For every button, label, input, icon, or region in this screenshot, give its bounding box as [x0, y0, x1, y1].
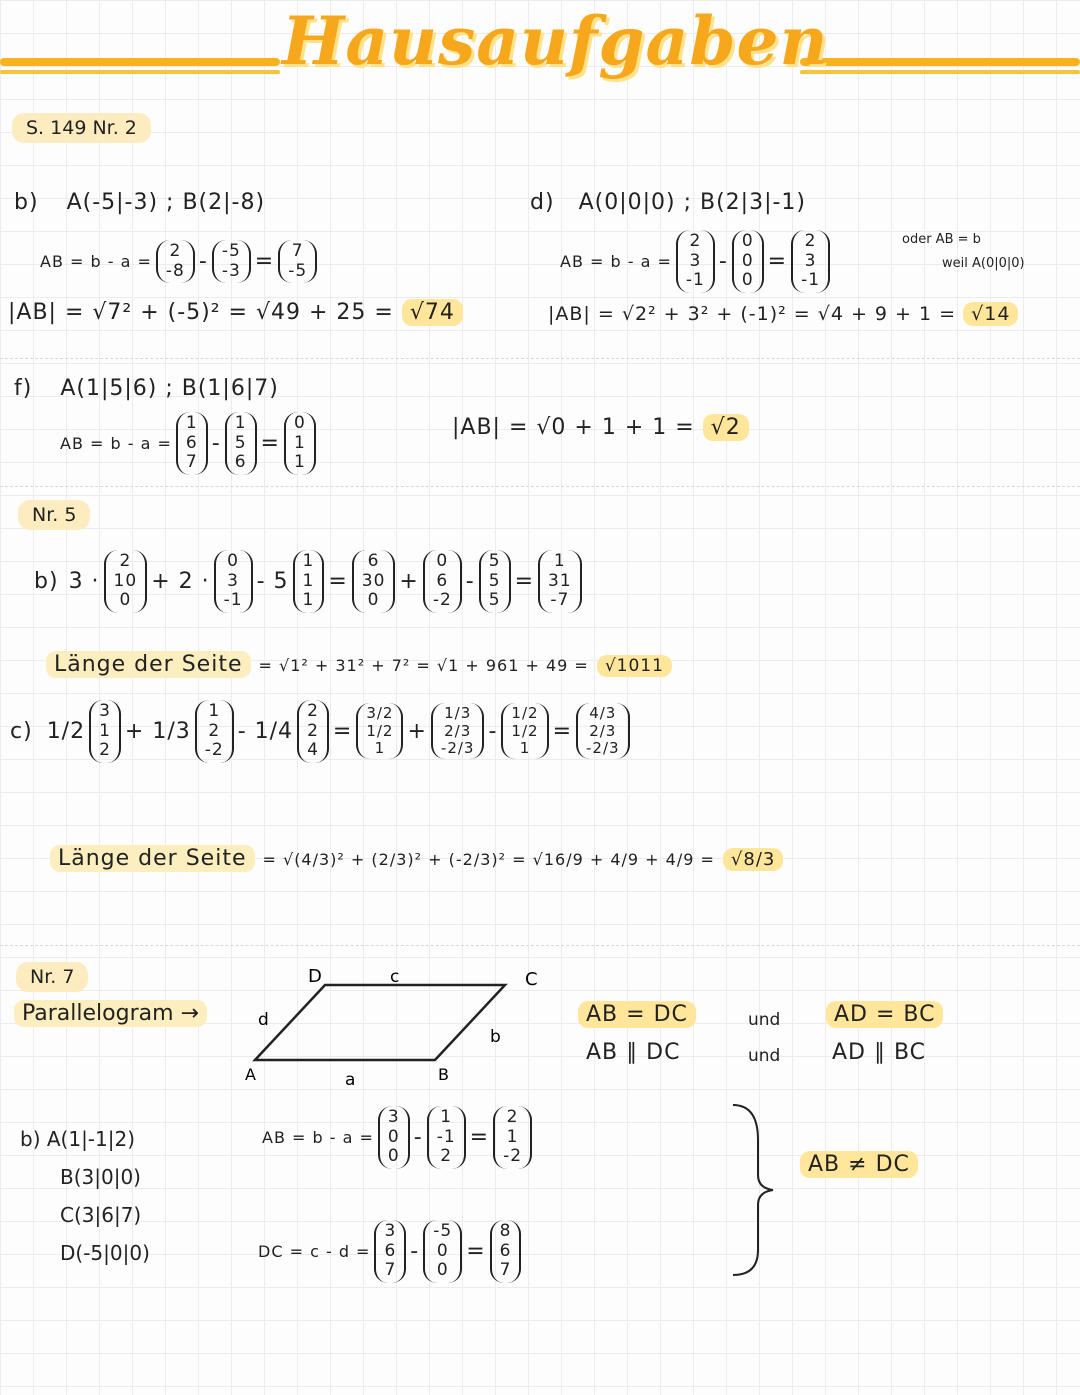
d-ab-line: AB = b - a = 2 3 -1 - 0 0 0 = 2 3 -1: [560, 230, 834, 293]
f-vector-a: 1 5 6: [225, 412, 257, 475]
d-vector-result: 2 3 -1: [791, 230, 830, 293]
nr5-c-length-formula: = √(4/3)² + (2/3)² + (-2/3)² = √16/9 + 4/9 + 4/9 =: [262, 850, 715, 869]
parallelogram-shape: [255, 985, 505, 1060]
nr7-ab-result: 2 1 -2: [493, 1106, 532, 1169]
b-points: A(-5|-3) ; B(2|-8): [66, 190, 266, 215]
b-length-formula: |AB| = √7² + (-5)² = √49 + 25 =: [8, 300, 394, 325]
nr7-und-1: und: [748, 1010, 781, 1030]
nr5-c-coef-3: - 1/4: [237, 718, 294, 744]
d-length: [548, 303, 1018, 325]
nr7-dc-vector-d: -5 0 0: [423, 1220, 462, 1283]
d-vector-b: 2 3 -1: [676, 230, 715, 293]
curly-brace: [728, 1100, 778, 1280]
nr5-tag: Nr. 5: [18, 500, 90, 530]
f-points: A(1|5|6) ; B(1|6|7): [60, 376, 279, 401]
nr5-b-coef-1: 3 ·: [68, 568, 100, 594]
nr7-dc-def: DC = c - d =: [258, 1241, 371, 1261]
divider: [0, 486, 1080, 488]
nr5-c-coef-2: + 1/3: [124, 718, 191, 744]
nr5-c-result-vector: 4/3 2/3 -2/3: [576, 703, 630, 759]
f-vector-b: 1 6 7: [176, 412, 208, 475]
page-title: Hausaufgaben: [282, 2, 829, 80]
nr5-b-result-vector: 1 31 -7: [538, 550, 582, 613]
f-vector-result: 0 1 1: [284, 412, 316, 475]
b-label: b): [14, 190, 39, 215]
nr5-c-coef-1: 1/2: [46, 718, 86, 744]
nr7-dc-result: 8 6 7: [490, 1220, 522, 1283]
b-ab-line: AB = b - a = 2 -8 - -5 -3 = 7 -5: [40, 240, 321, 283]
f-result: √2: [703, 414, 749, 441]
nr5-b-vector-1: 2 10 0: [104, 550, 148, 613]
d-note-1: oder AB = b: [902, 232, 981, 247]
nr7-cond-3: AD = BC: [826, 1002, 943, 1027]
section-tag: S. 149 Nr. 2: [12, 113, 151, 143]
parallelogram-diagram: [240, 960, 560, 1090]
b-vector-a: -5 -3: [212, 240, 251, 283]
point-A: A(1|-1|2): [46, 1127, 136, 1151]
nr5-c-vector-3: 2 2 4: [297, 700, 329, 763]
vertex-A: A: [245, 1065, 256, 1084]
nr5-b-coef-3: - 5: [256, 568, 289, 594]
nr7-cond-1: AB = DC: [578, 1002, 696, 1027]
nr5-b-length: [46, 652, 672, 677]
divider: [0, 945, 1080, 947]
title-underline-left: [0, 58, 280, 66]
nr7-ab-vector-b: 3 0 0: [378, 1106, 410, 1169]
nr7-parallelogram-label: Parallelogram →: [14, 1000, 207, 1027]
divider: [0, 358, 1080, 360]
nr5-b-vector-3: 1 1 1: [293, 550, 325, 613]
d-points: A(0|0|0) ; B(2|3|-1): [578, 190, 807, 215]
nr5-b-label: b): [34, 568, 59, 594]
nr5-c-step-3: 1/2 1/2 1: [501, 703, 548, 759]
point-B: B(3|0|0): [60, 1165, 141, 1189]
d-note-2: weil A(0|0|0): [942, 256, 1025, 271]
f-label: f): [14, 376, 33, 401]
nr5-c-side-label: Länge der Seite: [50, 845, 255, 872]
nr7-und-2: und: [748, 1046, 781, 1066]
vertex-C: C: [525, 969, 538, 990]
b-length: [8, 300, 463, 325]
b-vector-b: 2 -8: [156, 240, 195, 283]
nr5-b-length-formula: = √1² + 31² + 7² = √1 + 961 + 49 =: [258, 656, 589, 675]
b-vector-result: 7 -5: [278, 240, 317, 283]
nr7-ab-def: AB = b - a =: [262, 1127, 374, 1147]
title-underline-right: [800, 58, 1080, 66]
nr7-dc-vector-c: 3 6 7: [374, 1220, 406, 1283]
f-header: [14, 376, 279, 401]
f-length-formula: |AB| = √0 + 1 + 1 =: [452, 415, 695, 440]
nr5-b-step-1: 6 30 0: [352, 550, 396, 613]
b-ab-def: AB = b - a =: [40, 252, 152, 272]
nr5-c-step-1: 3/2 1/2 1: [356, 703, 403, 759]
side-c: c: [390, 967, 400, 987]
d-ab-def: AB = b - a =: [560, 251, 672, 271]
d-vector-a: 0 0 0: [732, 230, 764, 293]
title-underline-right-thin: [800, 70, 1080, 74]
nr5-b-step-3: 5 5 5: [479, 550, 511, 613]
vertex-D: D: [308, 966, 322, 987]
side-b: b: [490, 1027, 501, 1047]
d-label: d): [530, 190, 555, 215]
nr5-c-length: [50, 846, 783, 871]
nr5-c-line: c) 1/2 3 1 2 + 1/3 1 2 -2 - 1/4 2 2 4 = 3/2 1/2 1 + 1/3 2/3 -2/3 - 1/2 1/2 1 = 4/3 2/3 -2/3: [10, 700, 634, 763]
f-ab-line: AB = b - a = 1 6 7 - 1 5 6 = 0 1 1: [60, 412, 320, 475]
nr5-b-coef-2: + 2 ·: [151, 568, 210, 594]
nr5-c-step-2: 1/3 2/3 -2/3: [431, 703, 485, 759]
nr5-c-vector-1: 3 1 2: [89, 700, 121, 763]
nr7-b-label: b): [20, 1127, 41, 1151]
side-a: a: [345, 1070, 356, 1090]
b-header: [14, 190, 265, 215]
nr7-points: [20, 1120, 150, 1272]
point-C: C(3|6|7): [60, 1203, 142, 1227]
side-d: d: [258, 1010, 269, 1030]
nr5-c-vector-2: 1 2 -2: [195, 700, 234, 763]
nr7-dc-line: DC = c - d = 3 6 7 - -5 0 0 = 8 6 7: [258, 1220, 525, 1283]
point-D: D(-5|0|0): [60, 1241, 150, 1265]
nr7-tag: Nr. 7: [16, 962, 88, 992]
nr5-b-result: √1011: [597, 655, 672, 677]
nr7-conclusion: AB ≠ DC: [800, 1152, 918, 1177]
title-underline-left-thin: [0, 70, 280, 74]
nr5-b-vector-2: 0 3 -1: [214, 550, 253, 613]
nr5-c-label: c): [10, 718, 33, 744]
nr7-ab-line: AB = b - a = 3 0 0 - 1 -1 2 = 2 1 -2: [262, 1106, 536, 1169]
f-length: [452, 415, 749, 440]
b-result: √74: [402, 299, 463, 326]
nr5-b-line: b) 3 · 2 10 0 + 2 · 0 3 -1 - 5 1 1 1 = 6 30 0 + 0 6 -2 - 5 5 5 = 1 31 -7: [34, 550, 586, 613]
d-header: [530, 190, 806, 215]
d-result: √14: [963, 302, 1018, 326]
nr5-c-result: √8/3: [723, 848, 783, 871]
nr7-ab-vector-a: 1 -1 2: [427, 1106, 466, 1169]
d-length-formula: |AB| = √2² + 3² + (-1)² = √4 + 9 + 1 =: [548, 303, 957, 325]
nr7-cond-2: AB ∥ DC: [586, 1040, 681, 1065]
f-ab-def: AB = b - a =: [60, 433, 172, 453]
nr5-b-side-label: Länge der Seite: [46, 651, 251, 678]
nr5-b-step-2: 0 6 -2: [423, 550, 462, 613]
nr7-cond-4: AD ∥ BC: [832, 1040, 927, 1065]
vertex-B: B: [438, 1065, 449, 1084]
